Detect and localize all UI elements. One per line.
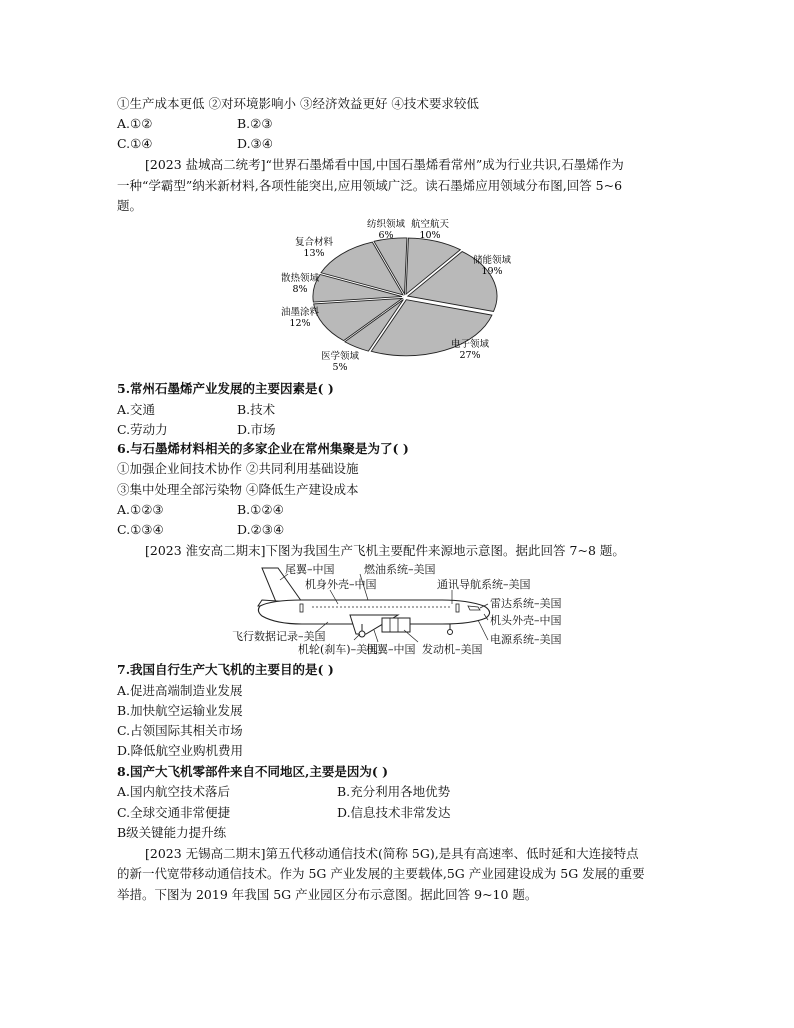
q5-choice-a: A.交通 [117,402,156,417]
passage-5g-line1: [2023 无锡高二期末]第五代移动通信技术(简称 5G),是具有高速率、低时延和大连接特点 [145,846,639,861]
q7-choice-c: C.占领国际其相关市场 [117,723,243,738]
pie-label-3: 储能领域 [472,255,512,266]
passage-graphene-line3: 题。 [117,198,143,213]
pie-label-2: 航空航天 [410,219,450,230]
label-fuel: 燃油系统–美国 [364,563,436,576]
q5-stem: 5.常州石墨烯产业发展的主要因素是( ) [117,381,334,396]
label-body-shell: 机身外壳–中国 [305,578,377,591]
passage-5g-line2: 的新一代宽带移动通信技术。作为 5G 产业发展的主要载体,5G 产业园建设成为 5G 发展的重要 [117,866,645,881]
pie-pct-2: 10% [419,230,441,241]
q5-choice-c: C.劳动力 [117,422,168,437]
pie-label-4: 电子领域 [450,339,490,350]
label-tail: 尾翼–中国 [285,563,335,576]
q7-choice-d: D.降低航空业购机费用 [117,743,244,758]
q6-stem: 6.与石墨烯材料相关的多家企业在常州集聚是为了( ) [117,441,409,456]
pie-pct-3: 19% [481,266,503,277]
label-power: 电源系统–美国 [490,633,562,646]
graphene-pie-chart [270,215,540,375]
pie-pct-6: 12% [289,318,311,329]
q6-choice-d: D.②③④ [237,522,285,537]
label-nose: 机头外壳–中国 [490,614,562,627]
passage-graphene-line2: 一种“学霸型”纳米新材料,各项性能突出,应用领域广泛。读石墨烯应用领域分布图,回答 5~6 [117,178,623,193]
q7-choice-b: B.加快航空运输业发展 [117,703,243,718]
q4-choice-b: B.②③ [237,116,273,131]
pie-pct-1: 6% [378,230,394,241]
pie-label-7: 散热领域 [280,273,320,284]
q6-opts-line2: ③集中处理全部污染物 ④降低生产建设成本 [117,482,359,497]
pie-pct-4: 27% [459,350,481,361]
q6-choice-b: B.①②④ [237,502,284,517]
engine [382,618,410,632]
label-engine: 发动机–美国 [422,643,483,656]
pie-label-1: 纺织领域 [366,219,406,230]
q4-choice-d: D.③④ [237,136,273,151]
passage-graphene-line1: [2023 盐城高二统考]“世界石墨烯看中国,中国石墨烯看常州”成为行业共识,石墨烯作为 [145,157,624,172]
pie-pct-8: 13% [303,248,325,259]
q4-options-line: ①生产成本更低 ②对环境影响小 ③经济效益更好 ④技术要求较低 [117,96,479,111]
pie-label-6: 油墨涂料 [280,307,320,318]
q8-choice-b: B.充分利用各地优势 [337,784,451,799]
passage-plane: [2023 淮安高二期末]下图为我国生产飞机主要配件来源地示意图。据此回答 7~8 题。 [145,543,625,558]
q4-choice-a: A.①② [117,116,153,131]
label-wing: 机翼–中国 [366,643,416,656]
q8-stem: 8.国产大飞机零部件来自不同地区,主要是因为( ) [117,764,389,779]
q5-choice-b: B.技术 [237,402,276,417]
label-recorder: 飞行数据记录–美国 [232,630,326,643]
q7-stem: 7.我国自行生产大飞机的主要目的是( ) [117,662,334,677]
label-radar: 雷达系统–美国 [490,597,562,610]
q4-choice-c: C.①④ [117,136,153,151]
q8-choice-d: D.信息技术非常发达 [337,805,451,820]
section-heading-b: B级关键能力提升练 [117,825,227,840]
q7-choice-a: A.促进高端制造业发展 [117,683,243,698]
label-nav: 通讯导航系统–美国 [437,578,531,591]
label-wheels: 机轮(刹车)–美国 [298,643,379,656]
pie-pct-7: 8% [292,284,308,295]
q5-choice-d: D.市场 [237,422,276,437]
q6-choice-c: C.①③④ [117,522,164,537]
q6-choice-a: A.①②③ [117,502,164,517]
passage-5g-line3: 举措。下图为 2019 年我国 5G 产业园区分布示意图。据此回答 9~10 题。 [117,887,538,902]
q6-opts-line1: ①加强企业间技术协作 ②共同利用基础设施 [117,461,359,476]
q8-choice-c: C.全球交通非常便捷 [117,805,231,820]
pie-label-5: 医学领域 [320,351,360,362]
q8-choice-a: A.国内航空技术落后 [117,784,231,799]
pie-label-8: 复合材料 [294,237,334,248]
pie-pct-5: 5% [332,362,348,373]
